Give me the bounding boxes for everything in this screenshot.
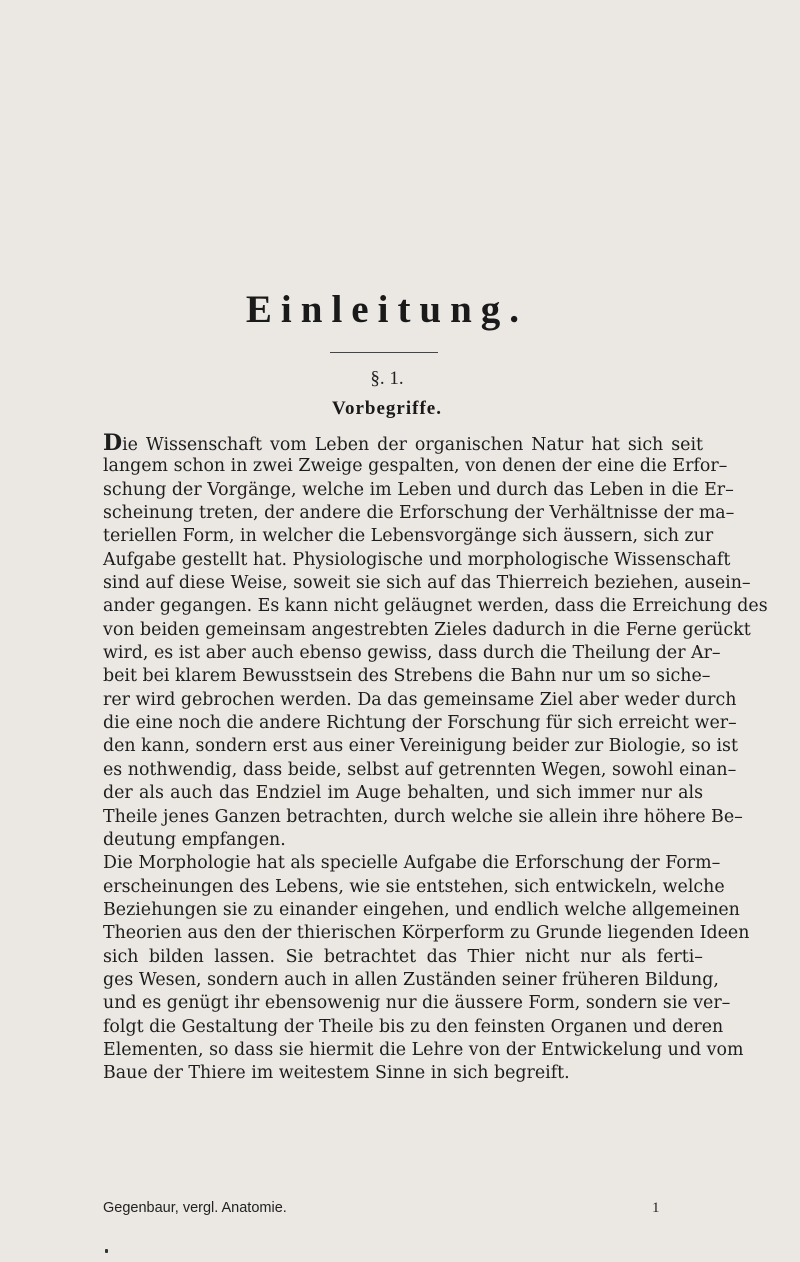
text-line: es nothwendig, dass beide, selbst auf getrennten Wegen, sowohl einan– <box>103 759 737 780</box>
text-line: Die Morphologie hat als specielle Aufgabe die Erforschung der Form– <box>103 853 721 874</box>
text-line: erscheinungen des Lebens, wie sie entstehen, sich entwickeln, welche <box>103 876 725 897</box>
text-line: Aufgabe gestellt hat. Physiologische und morphologische Wissenschaft <box>103 549 731 570</box>
text-line: schung der Vorgänge, welche im Leben und durch das Leben in die Er– <box>103 479 734 500</box>
page-title: Einleitung. <box>245 288 529 331</box>
text-line: den kann, sondern erst aus einer Vereinigung beider zur Biologie, so ist <box>103 736 738 757</box>
text-line: teriellen Form, in welcher die Lebensvorgänge sich äussern, sich zur <box>103 526 714 547</box>
text-line: langem schon in zwei Zweige gespalten, von denen der eine die Erfor– <box>103 456 728 477</box>
text-line: sind auf diese Weise, soweit sie sich auf das Thierreich beziehen, ausein– <box>103 573 751 594</box>
text-line: Theorien aus den der thierischen Körperform zu Grunde liegenden Ideen <box>103 923 750 944</box>
text-line: ander gegangen. Es kann nicht geläugnet werden, dass die Erreichung des <box>103 596 768 617</box>
title-divider <box>330 352 438 353</box>
text-line: Beziehungen sie zu einander eingehen, und endlich welche allgemeinen <box>103 899 740 920</box>
text-line: Theile jenes Ganzen betrachten, durch welche sie allein ihre höhere Be– <box>103 806 743 827</box>
text-line: Baue der Thiere im weitestem Sinne in sich begreift. <box>103 1063 570 1084</box>
text-line: beit bei klarem Bewusstsein des Strebens die Bahn nur um so siche– <box>103 666 711 687</box>
text-line: deutung empfangen. <box>103 829 286 850</box>
text-line: rer wird gebrochen werden. Da das gemeinsame Ziel aber weder durch <box>103 689 737 710</box>
text-line-content: ie Wissenschaft vom Leben der organischen Natur hat sich seit <box>122 435 703 455</box>
text-line: die eine noch die andere Richtung der Forschung für sich erreicht wer– <box>103 713 737 734</box>
section-number: §. 1. <box>370 368 404 389</box>
text-line: ges Wesen, sondern auch in allen Zuständen seiner früheren Bildung, <box>103 969 719 990</box>
text-line: der als auch das Endziel im Auge behalten, und sich immer nur als <box>103 783 703 804</box>
text-line: scheinung treten, der andere die Erforschung der Verhältnisse der ma– <box>103 503 735 524</box>
text-line: von beiden gemeinsam angestrebten Zieles dadurch in die Ferne gerückt <box>103 619 751 640</box>
initial-letter: D <box>103 430 123 456</box>
section-heading: Vorbegriffe. <box>332 398 442 419</box>
text-line: sich bilden lassen. Sie betrachtet das Thier nicht nur als ferti– <box>103 946 703 967</box>
ink-speck <box>105 1249 108 1253</box>
body-text <box>103 430 768 1086</box>
text-line: wird, es ist aber auch ebenso gewiss, dass durch die Theilung der Ar– <box>103 643 721 664</box>
sheet-mark: 1 <box>652 1200 660 1216</box>
text-line <box>103 432 703 455</box>
signature-line: Gegenbaur, vergl. Anatomie. <box>103 1200 287 1216</box>
text-line: und es genügt ihr ebensowenig nur die äussere Form, sondern sie ver– <box>103 993 731 1014</box>
text-line: Elementen, so dass sie hiermit die Lehre von der Entwickelung und vom <box>103 1039 744 1060</box>
text-line: folgt die Gestaltung der Theile bis zu den feinsten Organen und deren <box>103 1016 724 1037</box>
